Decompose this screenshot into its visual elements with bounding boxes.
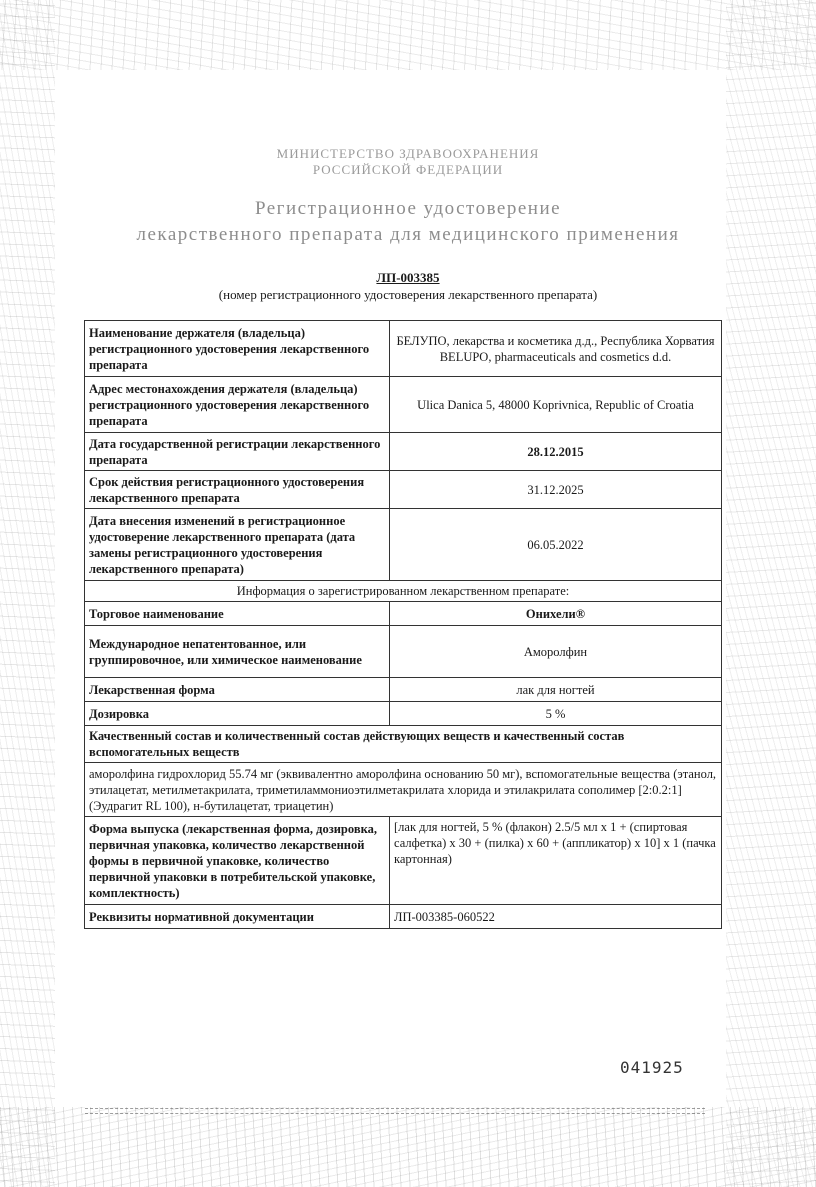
decorative-border-right: [726, 0, 816, 1187]
inn-value: Аморолфин: [390, 626, 722, 678]
release-form-label: Форма выпуска (лекарственная форма, дозировка, первичная упаковка, количество лекарственной формы в первичной упаковке, количество первичной упаковки в потребительской упаковке, комплектность): [85, 817, 390, 905]
composition-label: Качественный состав и количественный состав действующих веществ и качественный состав вспомогательных веществ: [85, 726, 722, 763]
table-row-composition-value: [85, 763, 722, 817]
trade-name-value: Онихели®: [390, 602, 722, 626]
decorative-border-left: [0, 0, 55, 1187]
dosage-label: Дозировка: [85, 702, 390, 726]
change-date-value: 06.05.2022: [390, 509, 722, 581]
holder-name-label: Наименование держателя (владельца) регистрационного удостоверения лекарственного препарата: [85, 321, 390, 377]
table-row-holder-address: [85, 377, 722, 433]
decorative-border-top: [0, 0, 816, 70]
table-row-composition-header: [85, 726, 722, 763]
holder-address-label: Адрес местонахождения держателя (владельца) регистрационного удостоверения лекарственного препарата: [85, 377, 390, 433]
table-row-info-header: [85, 581, 722, 602]
decorative-bottom-band: [85, 1108, 705, 1114]
inn-label: Международное непатентованное, или группировочное, или химическое наименование: [85, 626, 390, 678]
table-row-change-date: [85, 509, 722, 581]
validity-label: Срок действия регистрационного удостоверения лекарственного препарата: [85, 471, 390, 509]
release-form-value: [лак для ногтей, 5 % (флакон) 2.5/5 мл x 1 + (спиртовая салфетка) x 30 + (пилка) x 60 + (аппликатор) x 10] x 1 (пачка картонная): [390, 817, 722, 905]
certificate-title-line2: лекарственного препарата для медицинского применения: [136, 224, 680, 245]
registration-date-label: Дата государственной регистрации лекарственного препарата: [85, 433, 390, 471]
decorative-border-bottom: [0, 1107, 816, 1187]
ministry-name-line1: МИНИСТЕРСТВО ЗДРАВООХРАНЕНИЯ: [276, 146, 540, 161]
ministry-name-line2: РОССИЙСКОЙ ФЕДЕРАЦИИ: [312, 162, 504, 177]
dosage-form-value: лак для ногтей: [390, 678, 722, 702]
table-row-inn: [85, 626, 722, 678]
registration-number-caption: (номер регистрационного удостоверения лекарственного препарата): [218, 287, 598, 302]
table-row-trade-name: [85, 602, 722, 626]
certificate-title-line1: Регистрационное удостоверение: [254, 198, 562, 219]
composition-value: аморолфина гидрохлорид 55.74 мг (эквивалентно аморолфина основанию 50 мг), вспомогательные вещества (этанол, этилацетат, метилметакрилата, триметиламмониоэтилметакрилата хлорида и этилакрилата сополимер [2:0.2:1] (Эудрагит RL 100), н-бутилацетат, триацетин): [85, 763, 722, 817]
dosage-form-label: Лекарственная форма: [85, 678, 390, 702]
table-row-dosage-form: [85, 678, 722, 702]
info-header: Информация о зарегистрированном лекарственном препарате:: [85, 581, 722, 602]
dosage-value: 5 %: [390, 702, 722, 726]
table-row-registration-date: [85, 433, 722, 471]
registration-date-value: 28.12.2015: [390, 433, 722, 471]
table-row-normative-docs: [85, 905, 722, 929]
serial-number: 041925: [620, 1058, 684, 1077]
certificate-table: [84, 320, 722, 929]
table-row-holder-name: [85, 321, 722, 377]
table-row-validity: [85, 471, 722, 509]
holder-address-value: Ulica Danica 5, 48000 Koprivnica, Republic of Croatia: [390, 377, 722, 433]
validity-value: 31.12.2025: [390, 471, 722, 509]
table-row-release-form: [85, 817, 722, 905]
holder-name-ru: БЕЛУПО, лекарства и косметика д.д., Республика Хорватия: [396, 333, 715, 348]
table-row-dosage: [85, 702, 722, 726]
holder-name-value: [390, 321, 722, 377]
normative-docs-value: ЛП-003385-060522: [390, 905, 722, 929]
holder-name-en: BELUPO, pharmaceuticals and cosmetics d.d.: [439, 349, 672, 364]
normative-docs-label: Реквизиты нормативной документации: [85, 905, 390, 929]
change-date-label: Дата внесения изменений в регистрационное удостоверение лекарственного препарата (дата замены регистрационного удостоверения лекарственного препарата): [85, 509, 390, 581]
registration-number: ЛП-003385: [376, 270, 440, 285]
trade-name-label: Торговое наименование: [85, 602, 390, 626]
